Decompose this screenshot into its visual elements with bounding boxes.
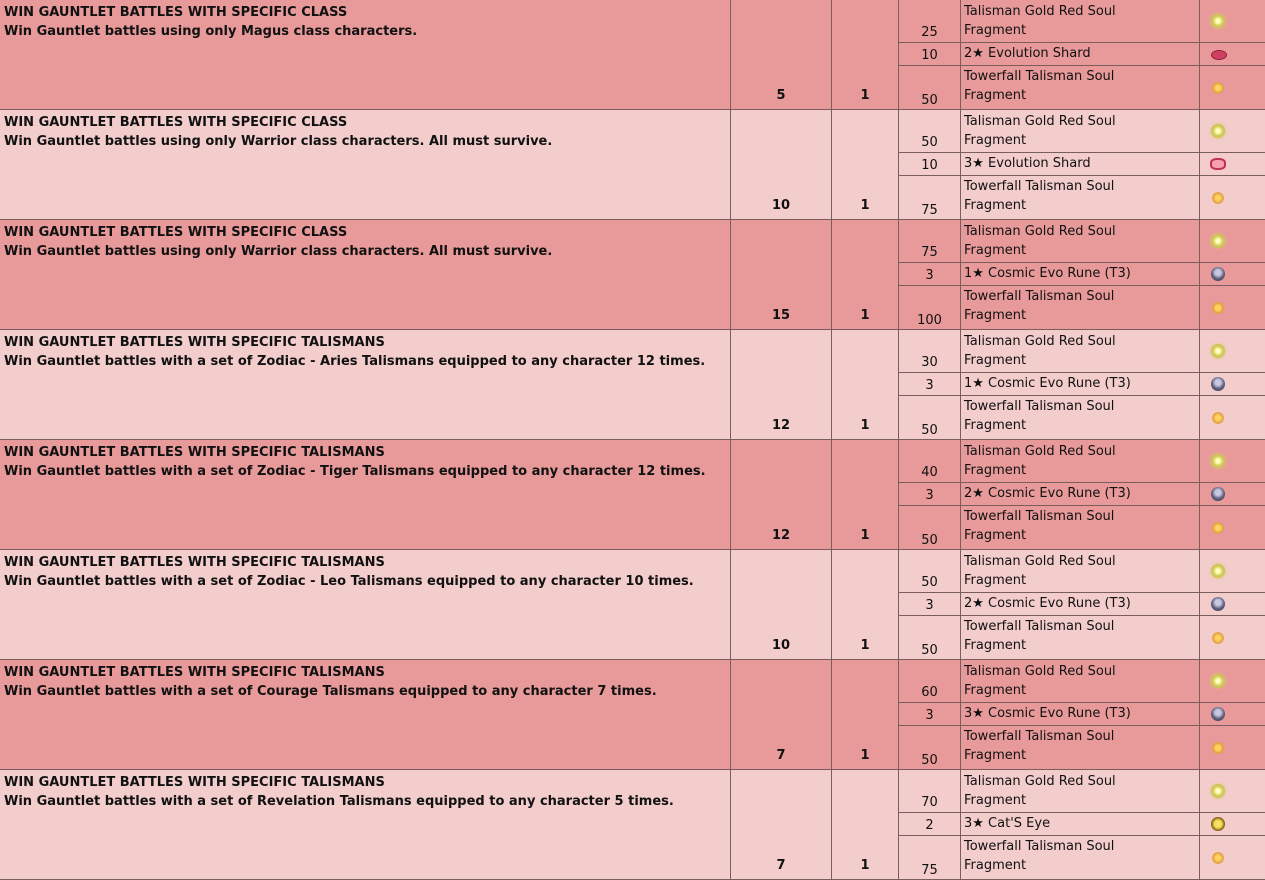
quest-count: 10 [771,198,791,213]
column-divider [831,440,832,550]
column-divider [1199,440,1200,550]
reward-name-line1: Talisman Gold Red Soul [964,664,1116,679]
quest-count: 7 [776,858,786,873]
quest-detail: Win Gauntlet battles with a set of Zodiac - Leo Talismans equipped to any character 10 times. [4,574,694,589]
reward-name [961,154,1199,173]
column-divider [730,220,731,330]
cell-divider [899,65,1265,66]
column-divider [898,770,899,880]
column-divider [1199,660,1200,770]
column-divider [898,0,899,110]
reward-name-line1: 2★ Cosmic Evo Rune (T3) [964,486,1131,501]
column-divider [730,660,731,770]
reward-quantity: 3 [925,488,934,503]
towerfall-fragment-icon [1212,632,1224,644]
column-divider [1199,550,1200,660]
reward-name-line2: Fragment [964,308,1027,323]
cosmic-evo-rune-icon [1211,597,1225,611]
quest-count: 12 [771,418,791,433]
quest-detail: Win Gauntlet battles using only Warrior class characters. All must survive. [4,134,553,149]
reward-quantity: 50 [921,93,938,108]
reward-name [961,594,1199,613]
column-divider [831,220,832,330]
table-row [0,110,1265,220]
reward-quantity: 3 [925,378,934,393]
reward-name-line1: 1★ Cosmic Evo Rune (T3) [964,266,1131,281]
table-row [0,440,1265,550]
towerfall-fragment-icon [1212,82,1224,94]
column-divider [831,550,832,660]
reward-name-line2: Fragment [964,748,1027,763]
reward-name [961,332,1199,370]
towerfall-fragment-icon [1212,302,1224,314]
column-divider [730,110,731,220]
table-row [0,550,1265,660]
column-divider [960,770,961,880]
reward-name-line1: Towerfall Talisman Soul [964,179,1115,194]
reward-name-line1: Talisman Gold Red Soul [964,774,1116,789]
column-divider [1199,330,1200,440]
gold-soul-fragment-icon [1211,234,1225,248]
reward-name [961,617,1199,655]
gold-soul-fragment-icon [1211,784,1225,798]
quest-col3: 1 [860,88,870,103]
quest-col3: 1 [860,638,870,653]
quest-description [4,113,728,151]
reward-name [961,484,1199,503]
quest-description [4,663,728,701]
quest-count: 7 [776,748,786,763]
quest-detail: Win Gauntlet battles using only Warrior class characters. All must survive. [4,244,553,259]
cell-divider [899,592,1265,593]
reward-name-line1: Talisman Gold Red Soul [964,554,1116,569]
reward-quantity: 75 [921,245,938,260]
cell-divider [899,175,1265,176]
quest-col3: 1 [860,748,870,763]
reward-name-line1: 1★ Cosmic Evo Rune (T3) [964,376,1131,391]
cell-divider [899,152,1265,153]
reward-name-line2: Fragment [964,793,1027,808]
cosmic-evo-rune-icon [1211,377,1225,391]
column-divider [960,330,961,440]
column-divider [730,770,731,880]
column-divider [960,440,961,550]
column-divider [960,0,961,110]
cats-eye-icon [1211,817,1225,831]
column-divider [831,660,832,770]
reward-name [961,837,1199,875]
reward-name-line2: Fragment [964,573,1027,588]
reward-name [961,507,1199,545]
column-divider [898,660,899,770]
reward-name-line2: Fragment [964,463,1027,478]
reward-name-line1: 2★ Evolution Shard [964,46,1091,61]
reward-name-line1: 2★ Cosmic Evo Rune (T3) [964,596,1131,611]
cell-divider [899,372,1265,373]
reward-quantity: 60 [921,685,938,700]
reward-quantity: 3 [925,268,934,283]
quest-title: WIN GAUNTLET BATTLES WITH SPECIFIC TALISMANS [4,775,385,790]
reward-name-line2: Fragment [964,683,1027,698]
quest-count: 5 [776,88,786,103]
gold-soul-fragment-icon [1211,344,1225,358]
reward-name-line2: Fragment [964,528,1027,543]
quest-detail: Win Gauntlet battles with a set of Zodiac - Tiger Talismans equipped to any character 12 times. [4,464,706,479]
towerfall-fragment-icon [1212,192,1224,204]
table-row [0,770,1265,880]
reward-name-line2: Fragment [964,198,1027,213]
cell-divider [899,262,1265,263]
column-divider [831,110,832,220]
column-divider [898,330,899,440]
quest-description [4,443,728,481]
column-divider [831,0,832,110]
quest-title: WIN GAUNTLET BATTLES WITH SPECIFIC CLASS [4,5,348,20]
reward-name [961,177,1199,215]
reward-name-line2: Fragment [964,418,1027,433]
cell-divider [899,285,1265,286]
reward-quantity: 40 [921,465,938,480]
reward-name-line1: Talisman Gold Red Soul [964,114,1116,129]
column-divider [730,550,731,660]
gold-soul-fragment-icon [1211,14,1225,28]
reward-quantity: 2 [925,818,934,833]
reward-name-line1: Towerfall Talisman Soul [964,619,1115,634]
reward-name [961,287,1199,325]
column-divider [1199,0,1200,110]
quest-detail: Win Gauntlet battles with a set of Courage Talismans equipped to any character 7 times. [4,684,657,699]
reward-quantity: 3 [925,708,934,723]
quest-count: 15 [771,308,791,323]
reward-name [961,704,1199,723]
cell-divider [899,482,1265,483]
reward-name [961,397,1199,435]
reward-quantity: 25 [921,25,938,40]
reward-name [961,44,1199,63]
cosmic-evo-rune-icon [1211,267,1225,281]
reward-name-line1: Towerfall Talisman Soul [964,729,1115,744]
reward-quantity: 50 [921,423,938,438]
column-divider [960,660,961,770]
reward-quantity: 75 [921,203,938,218]
evolution-shard-3star-icon [1210,158,1226,170]
reward-name-line1: Talisman Gold Red Soul [964,4,1116,19]
reward-name-line1: Talisman Gold Red Soul [964,334,1116,349]
towerfall-fragment-icon [1212,412,1224,424]
reward-quantity: 30 [921,355,938,370]
reward-quantity: 50 [921,753,938,768]
column-divider [1199,110,1200,220]
reward-name-line2: Fragment [964,23,1027,38]
cell-divider [899,812,1265,813]
reward-name-line1: Towerfall Talisman Soul [964,399,1115,414]
quest-count: 12 [771,528,791,543]
column-divider [831,770,832,880]
cosmic-evo-rune-icon [1211,707,1225,721]
reward-name-line1: Towerfall Talisman Soul [964,509,1115,524]
column-divider [730,0,731,110]
quest-detail: Win Gauntlet battles using only Magus class characters. [4,24,418,39]
quest-col3: 1 [860,198,870,213]
reward-name-line1: Towerfall Talisman Soul [964,839,1115,854]
reward-quantity: 3 [925,598,934,613]
reward-name [961,222,1199,260]
quest-description [4,3,728,41]
gold-soul-fragment-icon [1211,674,1225,688]
reward-name [961,814,1199,833]
quest-description [4,773,728,811]
reward-name-line1: 3★ Evolution Shard [964,156,1091,171]
cell-divider [899,725,1265,726]
quest-detail: Win Gauntlet battles with a set of Zodiac - Aries Talismans equipped to any character 12 times. [4,354,706,369]
reward-name [961,374,1199,393]
cell-divider [899,42,1265,43]
reward-name [961,772,1199,810]
cell-divider [899,835,1265,836]
reward-quantity: 70 [921,795,938,810]
quest-title: WIN GAUNTLET BATTLES WITH SPECIFIC TALISMANS [4,555,385,570]
reward-name [961,264,1199,283]
reward-name-line1: Towerfall Talisman Soul [964,289,1115,304]
quest-description [4,333,728,371]
cosmic-evo-rune-icon [1211,487,1225,501]
column-divider [960,550,961,660]
cell-divider [899,702,1265,703]
column-divider [1199,220,1200,330]
table-row [0,0,1265,110]
quest-count: 10 [771,638,791,653]
quest-col3: 1 [860,858,870,873]
reward-quantity: 10 [921,48,938,63]
column-divider [960,220,961,330]
reward-quantity: 75 [921,863,938,878]
reward-name [961,112,1199,150]
column-divider [898,220,899,330]
table-row [0,330,1265,440]
column-divider [1199,770,1200,880]
reward-name-line1: Talisman Gold Red Soul [964,444,1116,459]
quest-col3: 1 [860,528,870,543]
quest-col3: 1 [860,418,870,433]
reward-name-line1: Towerfall Talisman Soul [964,69,1115,84]
quest-description [4,223,728,261]
reward-quantity: 100 [917,313,942,328]
quest-title: WIN GAUNTLET BATTLES WITH SPECIFIC CLASS [4,225,348,240]
quest-col3: 1 [860,308,870,323]
reward-name [961,442,1199,480]
gold-soul-fragment-icon [1211,454,1225,468]
column-divider [898,440,899,550]
reward-name [961,552,1199,590]
table-row [0,220,1265,330]
column-divider [898,110,899,220]
quest-description [4,553,728,591]
reward-name [961,662,1199,700]
column-divider [730,330,731,440]
reward-name-line2: Fragment [964,353,1027,368]
reward-name-line2: Fragment [964,133,1027,148]
quest-title: WIN GAUNTLET BATTLES WITH SPECIFIC TALISMANS [4,665,385,680]
reward-name-line2: Fragment [964,638,1027,653]
reward-name [961,2,1199,40]
towerfall-fragment-icon [1212,742,1224,754]
column-divider [898,550,899,660]
cell-divider [899,615,1265,616]
quest-title: WIN GAUNTLET BATTLES WITH SPECIFIC CLASS [4,115,348,130]
reward-name-line2: Fragment [964,858,1027,873]
column-divider [831,330,832,440]
quest-title: WIN GAUNTLET BATTLES WITH SPECIFIC TALISMANS [4,335,385,350]
quest-detail: Win Gauntlet battles with a set of Revelation Talismans equipped to any character 5 times. [4,794,674,809]
reward-name-line2: Fragment [964,88,1027,103]
column-divider [960,110,961,220]
reward-quantity: 50 [921,643,938,658]
reward-name-line1: 3★ Cat'S Eye [964,816,1051,831]
towerfall-fragment-icon [1212,852,1224,864]
cell-divider [899,395,1265,396]
reward-quantity: 50 [921,135,938,150]
reward-name-line1: Talisman Gold Red Soul [964,224,1116,239]
gold-soul-fragment-icon [1211,124,1225,138]
reward-quantity: 50 [921,575,938,590]
reward-name [961,727,1199,765]
quest-title: WIN GAUNTLET BATTLES WITH SPECIFIC TALISMANS [4,445,385,460]
reward-quantity: 50 [921,533,938,548]
table-row [0,660,1265,770]
cell-divider [899,505,1265,506]
column-divider [730,440,731,550]
reward-name-line2: Fragment [964,243,1027,258]
towerfall-fragment-icon [1212,522,1224,534]
reward-quantity: 10 [921,158,938,173]
reward-name-line1: 3★ Cosmic Evo Rune (T3) [964,706,1131,721]
gold-soul-fragment-icon [1211,564,1225,578]
evolution-shard-2star-icon [1211,50,1227,60]
reward-name [961,67,1199,105]
